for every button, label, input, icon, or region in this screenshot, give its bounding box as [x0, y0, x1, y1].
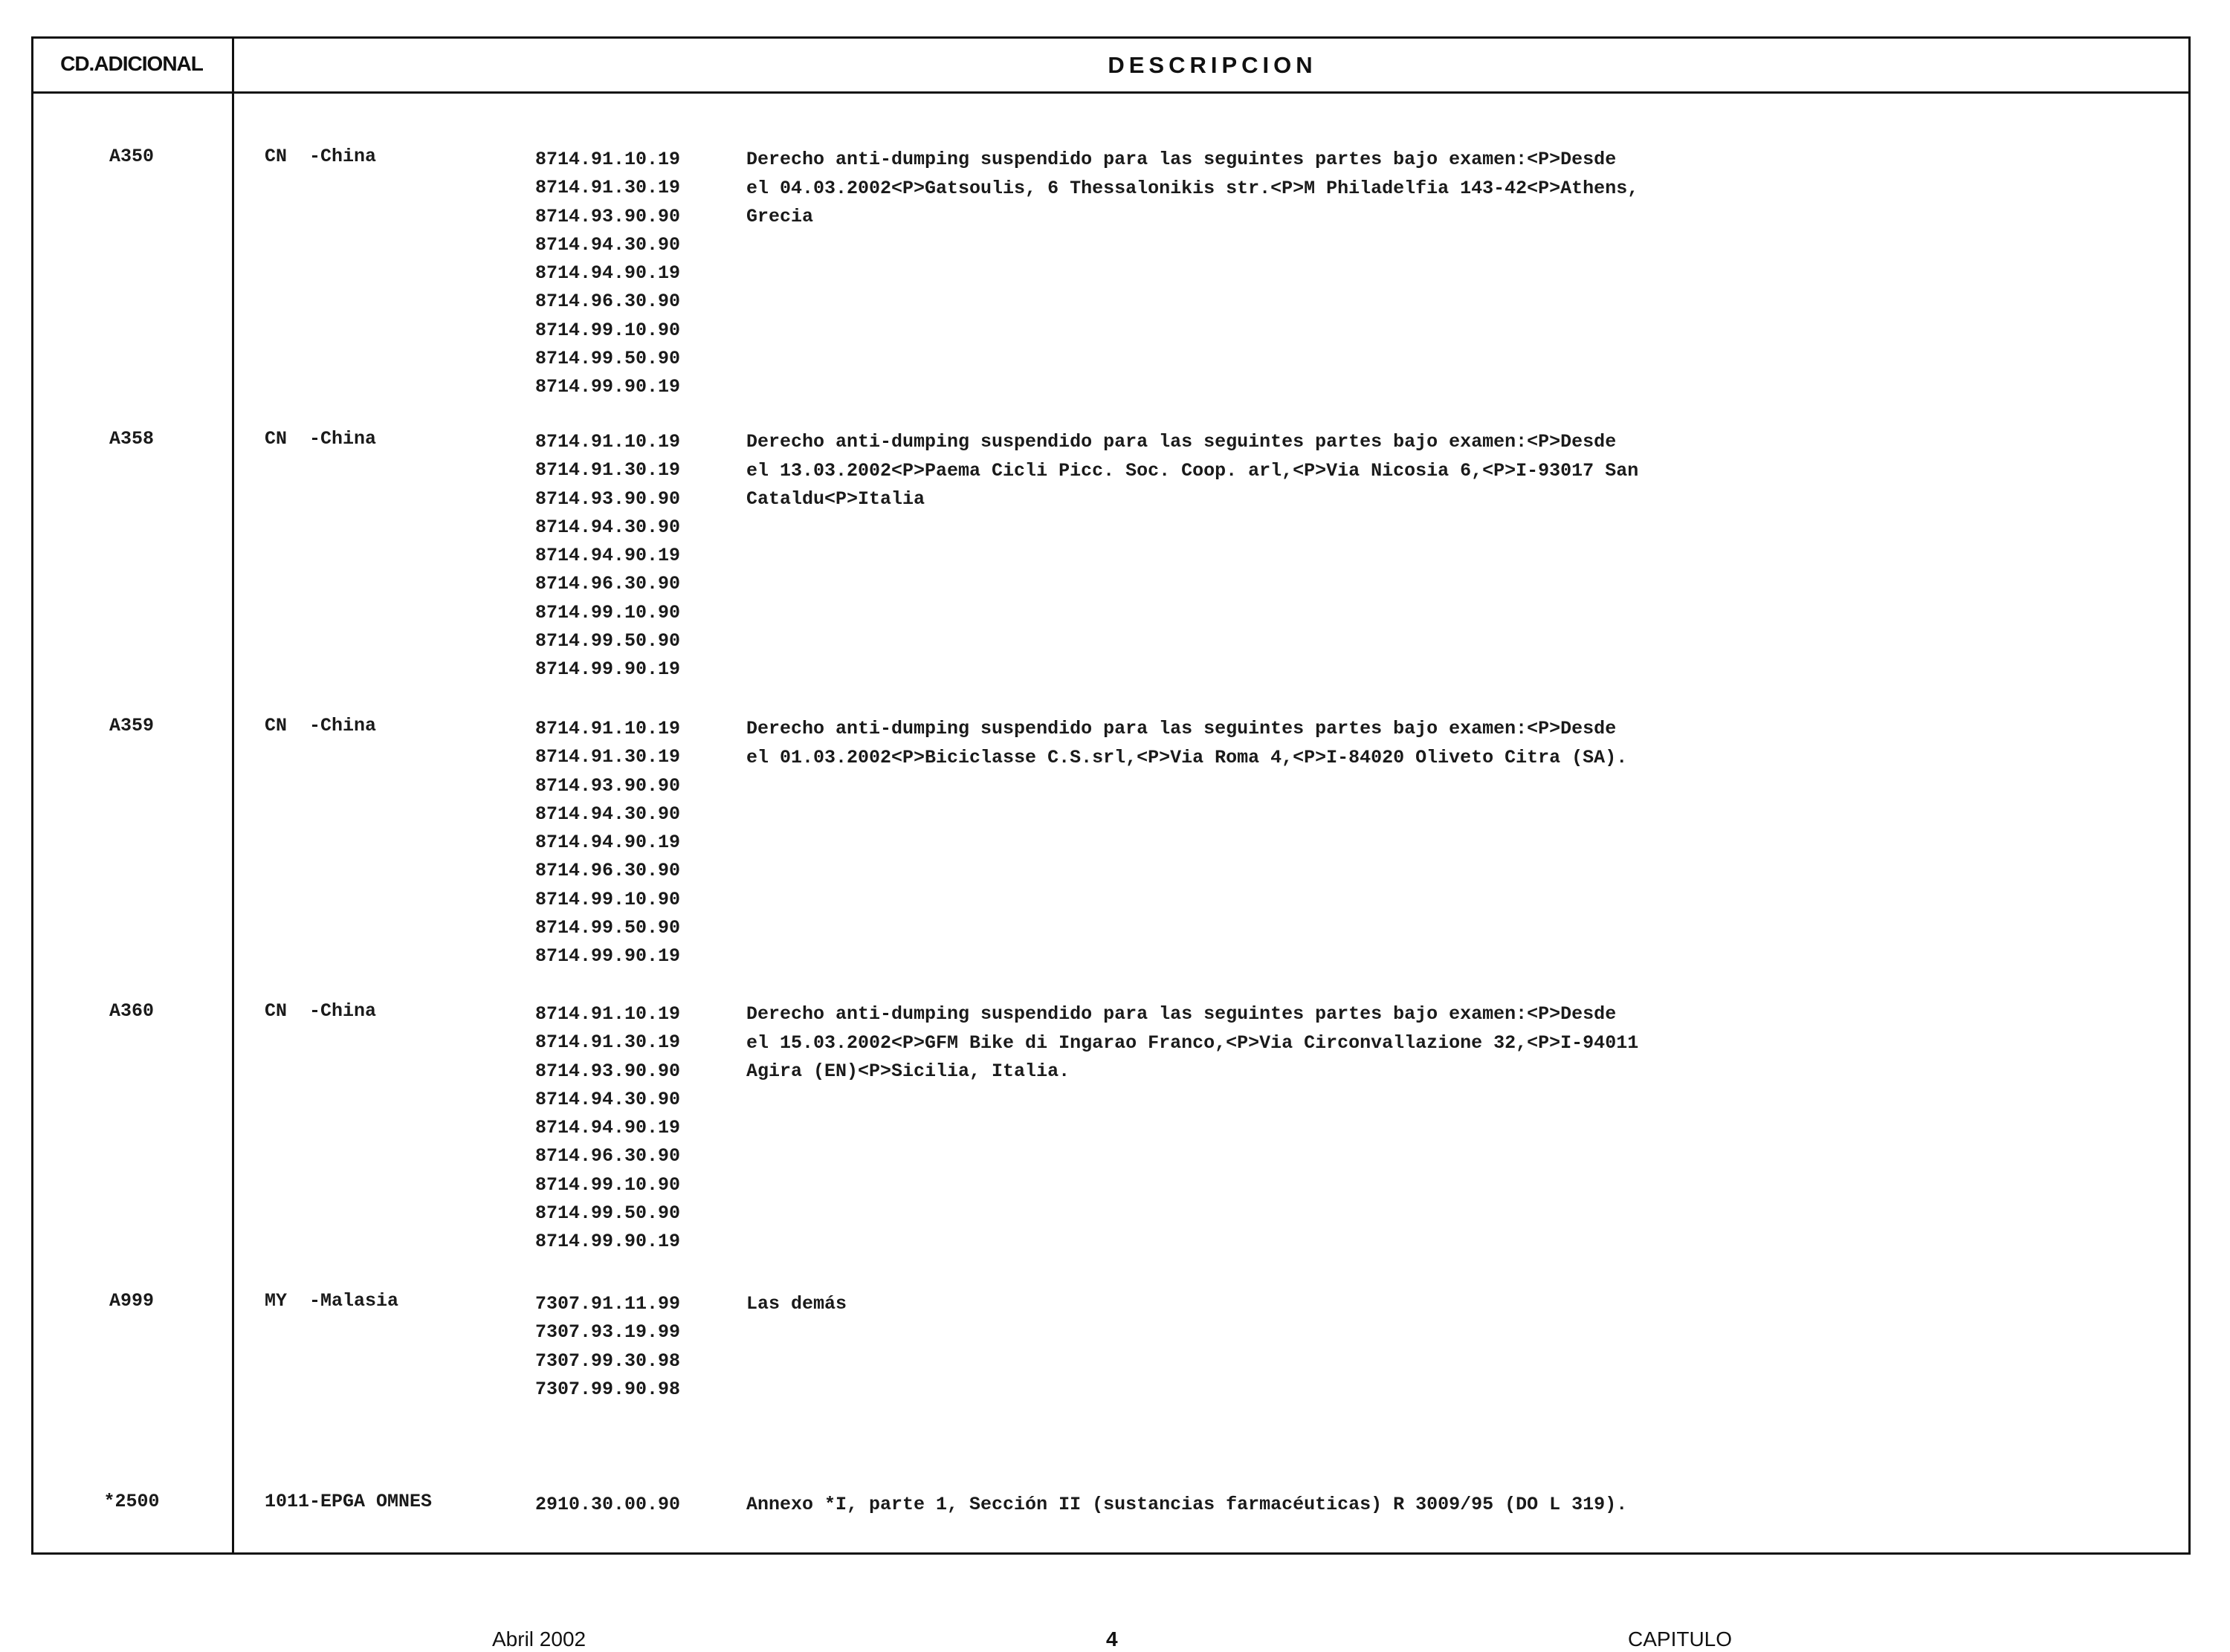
table-frame	[31, 36, 2191, 1555]
row-tariff-codes: 8714.91.10.19 8714.91.30.19 8714.93.90.90 8714.94.30.90 8714.94.90.19 8714.96.30.90 8714.99.10.90 8714.99.50.90 8714.99.90.19	[535, 1003, 681, 1253]
row-country: 1011-EPGA OMNES	[265, 1491, 433, 1512]
footer-date: Abril 2002	[492, 1627, 586, 1651]
row-country: CN -China	[265, 146, 377, 167]
row-country: CN -China	[265, 1000, 377, 1022]
row-tariff-codes: 8714.91.10.19 8714.91.30.19 8714.93.90.90 8714.94.30.90 8714.94.90.19 8714.96.30.90 8714.99.10.90 8714.99.50.90 8714.99.90.19	[535, 718, 681, 968]
row-tariff-codes: 2910.30.00.90	[535, 1494, 681, 1515]
row-tariff-codes: 8714.91.10.19 8714.91.30.19 8714.93.90.90 8714.94.30.90 8714.94.90.19 8714.96.30.90 8714.99.10.90 8714.99.50.90 8714.99.90.19	[535, 149, 681, 398]
row-country: CN -China	[265, 428, 377, 450]
row-country: CN -China	[265, 715, 377, 736]
row-tariff-codes: 7307.91.11.99 7307.93.19.99 7307.99.30.98 7307.99.90.98	[535, 1293, 681, 1400]
row-description: Derecho anti-dumping suspendido para las seguintes partes bajo examen:<P>Desde el 01.03.2002<P>Biciclasse C.S.srl,<P>Via Roma 4,<P>I-84020 Oliveto Citra (SA).	[746, 718, 1628, 768]
row-code: A360	[109, 1000, 154, 1022]
row-description: Derecho anti-dumping suspendido para las seguintes partes bajo examen:<P>Desde el 04.03.2002<P>Gatsoulis, 6 Thessalonikis str.<P>M Philadelfia 143-42<P>Athens, Grecia	[746, 149, 1639, 227]
footer-chapter: CAPITULO	[1628, 1627, 1733, 1651]
row-code: A358	[109, 428, 154, 450]
row-description: Las demás	[746, 1293, 847, 1315]
footer-page-number: 4	[1106, 1627, 1118, 1651]
header-divider	[31, 91, 2191, 94]
header-description-column: DESCRIPCION	[1108, 52, 1317, 78]
row-tariff-codes: 8714.91.10.19 8714.91.30.19 8714.93.90.90 8714.94.30.90 8714.94.90.19 8714.96.30.90 8714.99.10.90 8714.99.50.90 8714.99.90.19	[535, 431, 681, 681]
row-code: A350	[109, 146, 154, 167]
column-divider	[232, 36, 234, 1555]
row-code: *2500	[103, 1491, 160, 1512]
row-description: Derecho anti-dumping suspendido para las seguintes partes bajo examen:<P>Desde el 15.03.2002<P>GFM Bike di Ingarao Franco,<P>Via Circonvallazione 32,<P>I-94011 Agira (EN)<P>Sicilia, Italia.	[746, 1003, 1639, 1082]
row-description: Derecho anti-dumping suspendido para las seguintes partes bajo examen:<P>Desde el 13.03.2002<P>Paema Cicli Picc. Soc. Coop. arl,<P>Via Nicosia 6,<P>I-93017 San Cataldu<P>Italia	[746, 431, 1639, 510]
header-code-column: CD.ADICIONAL	[60, 52, 203, 75]
row-code: A999	[109, 1290, 154, 1312]
row-country: MY -Malasia	[265, 1290, 399, 1312]
row-code: A359	[109, 715, 154, 736]
row-description: Annexo *I, parte 1, Sección II (sustancias farmacéuticas) R 3009/95 (DO L 319).	[746, 1494, 1628, 1515]
